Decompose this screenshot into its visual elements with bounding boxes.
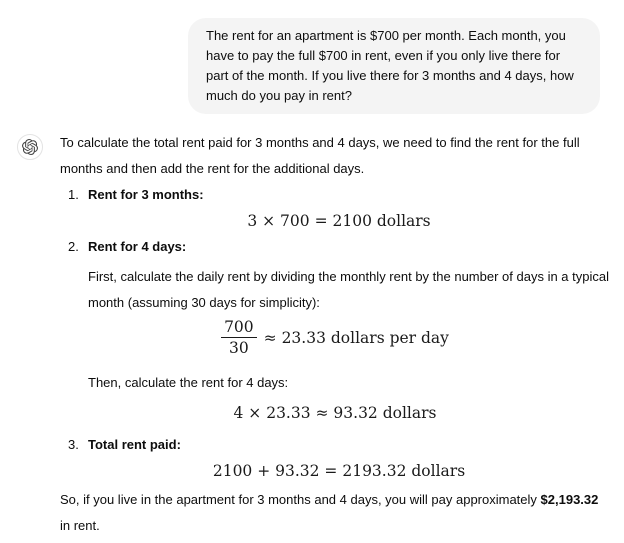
assistant-avatar	[17, 134, 43, 160]
step-3-label: Total rent paid:	[88, 437, 181, 452]
user-message-bubble	[188, 18, 600, 114]
user-message-row	[0, 0, 624, 114]
step-2-math-expression: 4 × 23.33 ≈ 93.32 dollars	[233, 404, 437, 422]
step-2-fraction-expression	[74, 318, 596, 357]
fraction-numerator: 700	[221, 318, 257, 338]
fraction-result-text: ≈ 23.33 dollars per day	[263, 328, 449, 347]
step-3-header	[68, 432, 610, 458]
step-2-header	[68, 234, 610, 260]
step-2	[60, 234, 610, 426]
step-1	[60, 182, 610, 234]
fraction-denominator: 30	[228, 339, 249, 357]
step-2-paragraph-2: Then, calculate the rent for 4 days:	[88, 375, 289, 390]
outro-total-amount: $2,193.32	[540, 492, 599, 507]
step-1-number: 1.	[68, 187, 79, 202]
step-1-header	[68, 182, 610, 208]
fraction	[221, 318, 257, 357]
assistant-intro-paragraph: To calculate the total rent paid for 3 months and 4 days, we need to find the rent for the full months and then add the rent for the additional days.	[60, 135, 580, 176]
assistant-message-row	[0, 130, 624, 539]
step-3-number: 3.	[68, 437, 79, 452]
step-2-body	[88, 264, 610, 426]
step-2-label: Rent for 4 days:	[88, 239, 187, 254]
outro-text-before: So, if you live in the apartment for 3 months and 4 days, you will pay approximately	[60, 492, 541, 507]
step-1-math-expression: 3 × 700 = 2100 dollars	[247, 212, 431, 230]
user-message-text: The rent for an apartment is $700 per month. Each month, you have to pay the full $700 in rent, even if you only live there for part of the month. If you live there for 3 months and 4 days, how much do you pay in rent?	[206, 28, 574, 103]
assistant-message-content	[60, 130, 610, 539]
openai-logo-icon	[22, 139, 38, 155]
assistant-outro-paragraph	[60, 487, 610, 539]
step-2-paragraph-1: First, calculate the daily rent by dividing the monthly rent by the number of days in a typical month (assuming 30 days for simplicity):	[88, 269, 609, 310]
step-3	[60, 432, 610, 484]
step-2-number: 2.	[68, 239, 79, 254]
step-1-label: Rent for 3 months:	[88, 187, 204, 202]
outro-text-after: in rent.	[60, 518, 100, 533]
step-3-math-expression: 2100 + 93.32 = 2193.32 dollars	[212, 462, 466, 480]
